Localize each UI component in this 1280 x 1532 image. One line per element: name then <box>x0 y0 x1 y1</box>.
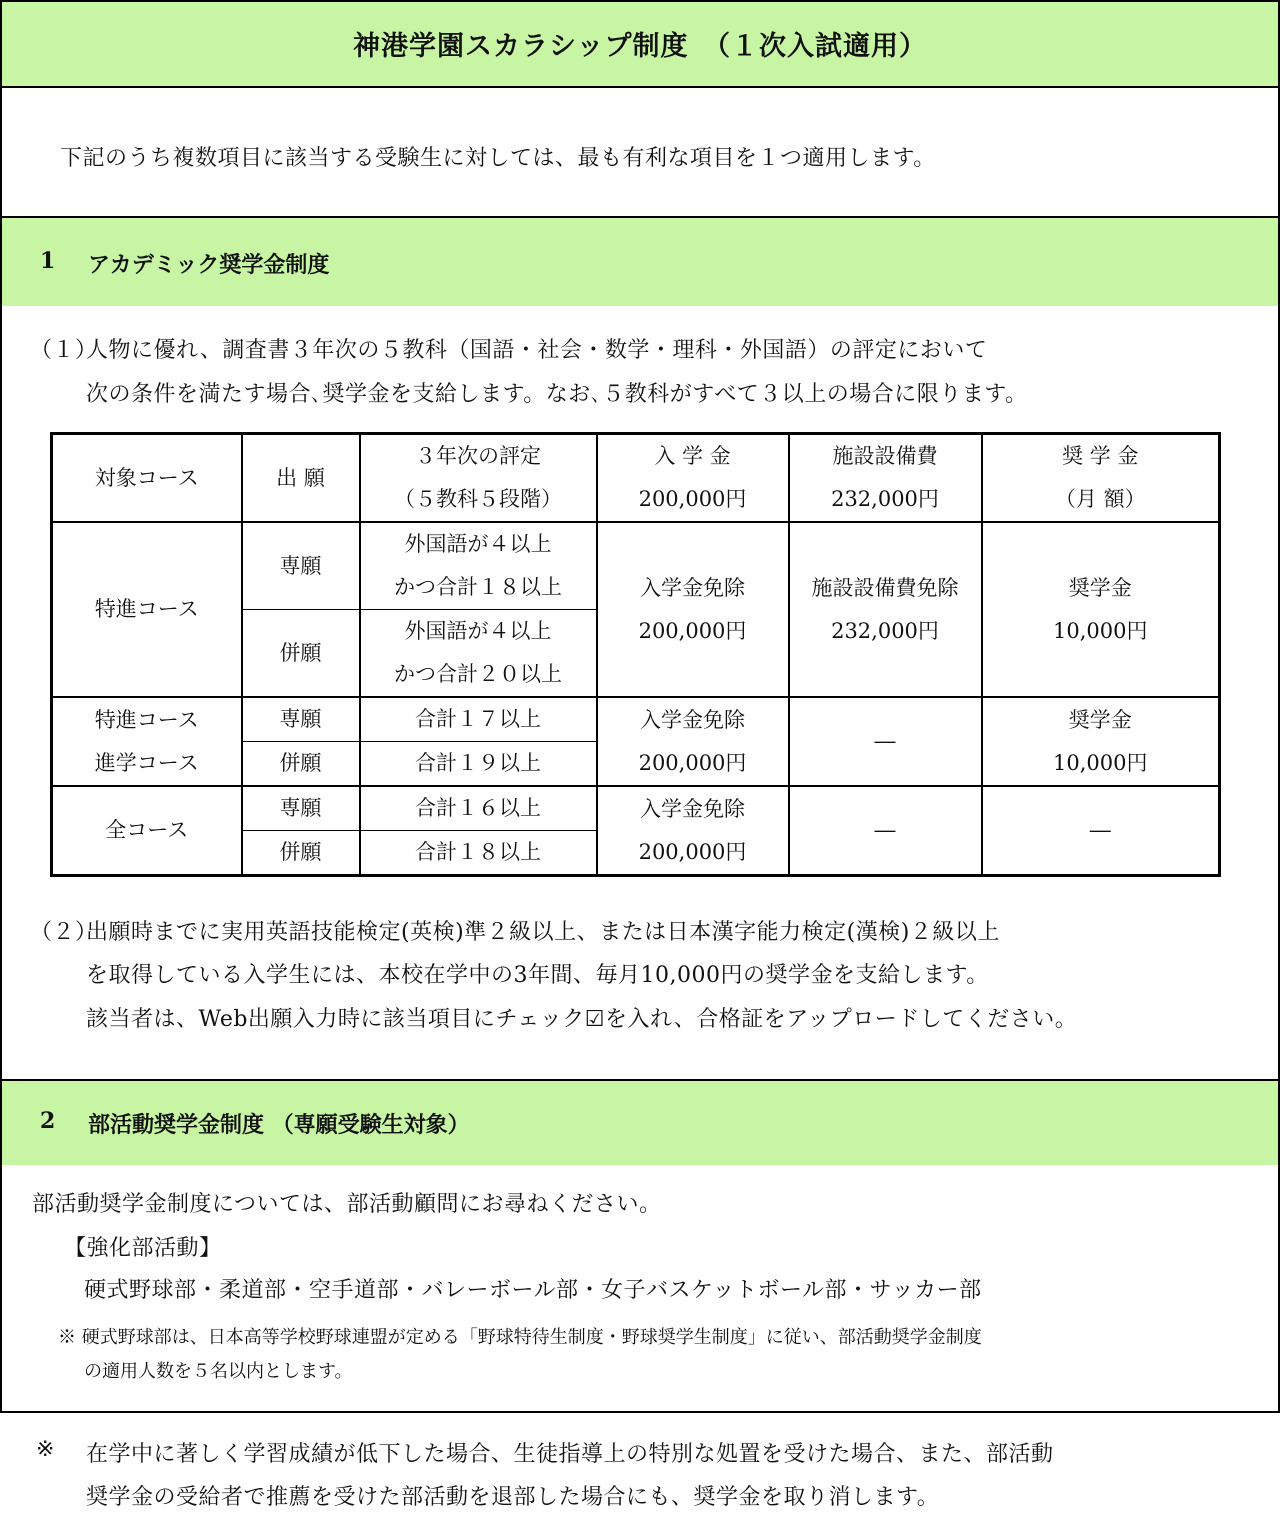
group3-scholarship: ― <box>982 786 1220 876</box>
table-row <box>52 786 1220 831</box>
header-grade-line2: （５教科５段階） <box>394 487 562 511</box>
header-scholarship-line2: （月 額） <box>1054 487 1146 511</box>
section1-title: アカデミック奨学金制度 <box>88 252 330 278</box>
baseball-note-line2: の適用人数を５名以内とします。 <box>84 1361 353 1382</box>
header-scholarship-line1: 奨 学 金 <box>1062 444 1139 468</box>
header-scholarship <box>982 434 1220 523</box>
clubs-list: 硬式野球部・柔道部・空手道部・バレーボール部・女子バスケットボール部・サッカー部 <box>84 1278 982 1303</box>
header-grade-line1: ３年次の評定 <box>415 444 541 468</box>
group1-row1-condition-line2: かつ合計１８以上 <box>394 575 562 599</box>
group1-scholarship-line2: 10,000円 <box>1053 618 1148 643</box>
clubs-heading: 【強化部活動】 <box>64 1236 222 1261</box>
group1-facility-line1: 施設設備費免除 <box>811 575 959 600</box>
group2-course <box>52 697 242 786</box>
group1-row1-application: 専願 <box>242 522 360 610</box>
group1-row2-condition-line2: かつ合計２０以上 <box>394 662 562 686</box>
group2-course-line1: 特進コース <box>94 707 199 732</box>
footer-note-line2: 奨学金の受給者で推薦を受けた部活動を退部した場合にも、奨学金を取り消します。 <box>86 1485 940 1510</box>
group1-row2-condition <box>360 610 597 698</box>
section2-line1: 部活動奨学金制度については、部活動顧問にお尋ねください。 <box>32 1192 662 1217</box>
group3-entrance-line2: 200,000円 <box>638 839 747 864</box>
header-facility <box>789 434 982 523</box>
group2-scholarship <box>982 697 1220 786</box>
group2-row1-condition: 合計１７以上 <box>360 697 597 742</box>
item2-line1: 出願時までに実用英語技能検定(英検)準２級以上、または日本漢字能力検定(漢検)２級以上 <box>86 920 1000 945</box>
group2-course-line2: 進学コース <box>94 750 199 775</box>
header-facility-line1: 施設設備費 <box>832 444 938 468</box>
group2-entrance <box>597 697 789 786</box>
group1-row1-condition-line1: 外国語が４以上 <box>404 532 552 556</box>
group1-entrance-line2: 200,000円 <box>638 618 747 643</box>
group3-row2-application: 併願 <box>242 831 360 876</box>
table-row <box>52 522 1220 610</box>
header-entrance <box>597 434 789 523</box>
item2-line3: 該当者は、Web出願入力時に該当項目にチェック☑を入れ、合格証をアップロードしてください。 <box>86 1007 1078 1032</box>
group3-row1-condition: 合計１６以上 <box>360 786 597 831</box>
title-band <box>2 2 1278 88</box>
group3-row2-condition: 合計１８以上 <box>360 831 597 876</box>
section2-number: 2 <box>40 1108 56 1134</box>
group1-row1-condition <box>360 522 597 610</box>
group2-entrance-line1: 入学金免除 <box>640 707 745 732</box>
item1-line1: 人物に優れ、調査書３年次の５教科（国語・社会・数学・理科・外国語）の評定において <box>86 338 988 363</box>
section2-title: 部活動奨学金制度 （専願受験生対象） <box>88 1112 470 1138</box>
page-title: 神港学園スカラシップ制度 （１次入試適用） <box>353 31 927 62</box>
header-entrance-line1: 入 学 金 <box>654 444 731 468</box>
header-application: 出 願 <box>242 434 360 523</box>
item1-line2: 次の条件を満たす場合､奨学金を支給します。なお､５教科がすべて３以上の場合に限ります。 <box>86 382 1028 407</box>
group2-row2-application: 併願 <box>242 742 360 787</box>
header-facility-line2: 232,000円 <box>831 487 939 511</box>
header-course: 対象コース <box>52 434 242 523</box>
group3-entrance-line1: 入学金免除 <box>640 796 745 821</box>
footer-note-line1: 在学中に著しく学習成績が低下した場合、生徒指導上の特別な処置を受けた場合、また、部活動 <box>86 1442 1054 1467</box>
group3-entrance <box>597 786 789 876</box>
section1-number: 1 <box>40 248 56 274</box>
group3-course: 全コース <box>52 786 242 876</box>
group1-course: 特進コース <box>52 522 242 697</box>
header-entrance-line2: 200,000円 <box>638 487 747 511</box>
group1-scholarship <box>982 522 1220 697</box>
item2-line2: を取得している入学生には、本校在学中の3年間、毎月10,000円の奨学金を支給します。 <box>86 963 989 988</box>
group2-entrance-line2: 200,000円 <box>638 750 747 775</box>
group1-facility <box>789 522 982 697</box>
table-header-row <box>52 434 1220 523</box>
group1-row2-condition-line1: 外国語が４以上 <box>404 619 552 643</box>
footer-note-mark: ※ <box>36 1437 55 1462</box>
group1-entrance <box>597 522 789 697</box>
group2-scholarship-line1: 奨学金 <box>1068 707 1132 732</box>
group1-row2-application: 併願 <box>242 610 360 698</box>
scholarship-table <box>50 432 1221 877</box>
group1-entrance-line1: 入学金免除 <box>640 575 745 600</box>
group1-scholarship-line1: 奨学金 <box>1068 575 1132 600</box>
group2-scholarship-line2: 10,000円 <box>1053 750 1148 775</box>
group3-facility: ― <box>789 786 982 876</box>
group2-facility: ― <box>789 697 982 786</box>
item1-label: （１） <box>30 338 98 363</box>
section1-band <box>2 218 1278 306</box>
header-grade <box>360 434 597 523</box>
group2-row1-application: 専願 <box>242 697 360 742</box>
group1-facility-line2: 232,000円 <box>831 618 939 643</box>
section2-band <box>2 1081 1278 1165</box>
baseball-note-line1: ※ 硬式野球部は、日本高等学校野球連盟が定める「野球特待生制度・野球奨学生制度」に従い、部活動奨学金制度 <box>58 1327 982 1348</box>
group2-row2-condition: 合計１９以上 <box>360 742 597 787</box>
table-row <box>52 697 1220 742</box>
group3-row1-application: 専願 <box>242 786 360 831</box>
intro-text: 下記のうち複数項目に該当する受験生に対しては、最も有利な項目を１つ適用します。 <box>60 146 936 171</box>
item2-label: （２） <box>30 920 98 945</box>
